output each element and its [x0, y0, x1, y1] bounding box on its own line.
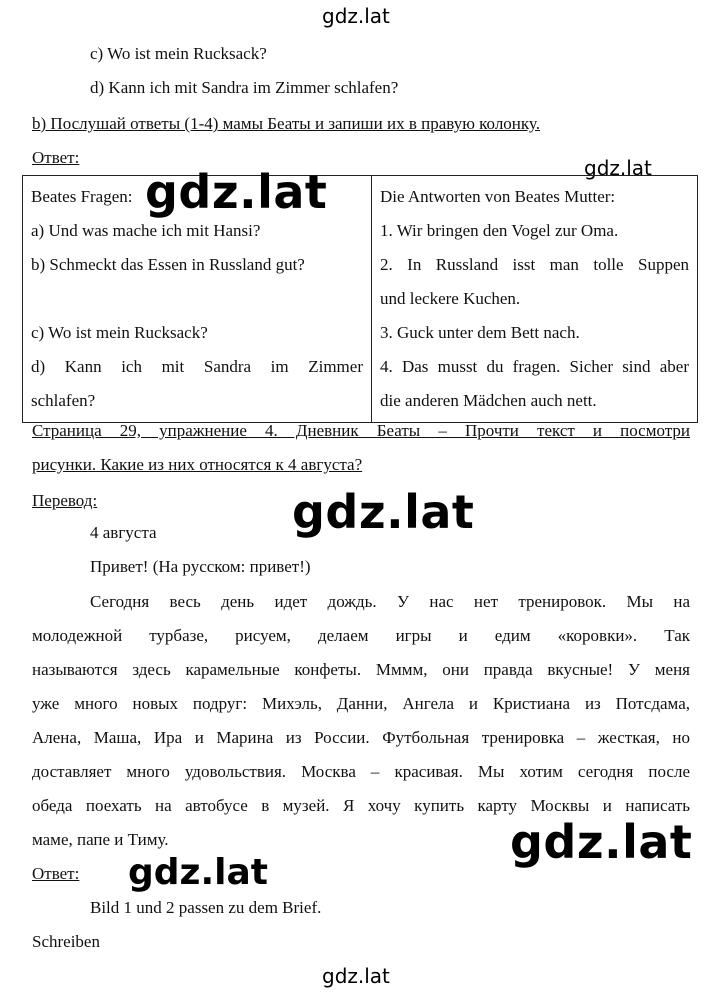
questions-header: Beates Fragen:	[31, 187, 133, 206]
exercise-title-line2: рисунки. Какие из них относятся к 4 августа?	[32, 455, 363, 474]
question-d: d) Kann ich mit Sandra im Zimmer	[31, 357, 363, 376]
diary-line-2: молодежной турбазе, рисуем, делаем игры и едим «коровки». Так	[32, 626, 690, 645]
watermark-right-small: gdz.lat	[584, 156, 652, 180]
answers-header: Die Antworten von Beates Mutter:	[380, 187, 616, 206]
diary-line-8: маме, папе и Тиму.	[32, 830, 169, 849]
answer-label-2: Ответ:	[32, 864, 80, 883]
question-d-cont: schlafen?	[31, 391, 96, 410]
diary-date: 4 августа	[90, 523, 157, 542]
watermark-table: gdz.lat	[145, 165, 328, 219]
diary-line-5: Алена, Маша, Ира и Марина из России. Футбольная тренировка – жесткая, но	[32, 728, 690, 747]
watermark-middle: gdz.lat	[292, 485, 475, 539]
task-b-heading: b) Послушай ответы (1-4) мамы Беаты и запиши их в правую колонку.	[32, 114, 540, 133]
question-c: c) Wo ist mein Rucksack?	[31, 323, 208, 342]
answer-4-cont: die anderen Mädchen auch nett.	[380, 391, 597, 410]
intro-question-d: d) Kann ich mit Sandra im Zimmer schlafen?	[90, 78, 399, 97]
diary-greeting: Привет! (На русском: привет!)	[90, 557, 311, 576]
translation-label: Перевод:	[32, 491, 98, 510]
watermark-bottom: gdz.lat	[322, 964, 390, 988]
question-b: b) Schmeckt das Essen in Russland gut?	[31, 255, 305, 274]
watermark-answer: gdz.lat	[128, 852, 269, 893]
answer-4: 4. Das musst du fragen. Sicher sind aber	[380, 357, 689, 376]
diary-line-6: доставляет много удовольствия. Москва – красивая. Мы хотим сегодня после	[32, 762, 690, 781]
watermark-top: gdz.lat	[322, 4, 390, 28]
answer-text: Bild 1 und 2 passen zu dem Brief.	[90, 898, 322, 917]
answer-3: 3. Guck unter dem Bett nach.	[380, 323, 580, 342]
diary-line-1: Сегодня весь день идет дождь. У нас нет тренировок. Мы на	[90, 592, 690, 611]
answers-table	[22, 175, 698, 423]
exercise-title-line1: Страница 29, упражнение 4. Дневник Беаты – Прочти текст и посмотри	[32, 421, 690, 440]
section-heading-schreiben: Schreiben	[32, 932, 100, 951]
question-a: a) Und was mache ich mit Hansi?	[31, 221, 261, 240]
answer-2: 2. In Russland isst man tolle Suppen	[380, 255, 689, 274]
answer-label: Ответ:	[32, 148, 80, 167]
diary-line-4: уже много новых подруг: Михэль, Данни, Ангела и Кристиана из Потсдама,	[32, 694, 690, 713]
diary-line-7: обеда поехать на автобусе в музей. Я хочу купить карту Москвы и написать	[32, 796, 690, 815]
watermark-lower-right: gdz.lat	[510, 815, 693, 869]
answers-column	[372, 176, 698, 423]
answer-2-cont: und leckere Kuchen.	[380, 289, 521, 308]
intro-question-c: c) Wo ist mein Rucksack?	[90, 44, 267, 63]
answer-1: 1. Wir bringen den Vogel zur Oma.	[380, 221, 619, 240]
diary-line-3: называются здесь карамельные конфеты. Мммм, они правда вкусные! У меня	[32, 660, 690, 679]
question-spacer	[31, 282, 363, 316]
